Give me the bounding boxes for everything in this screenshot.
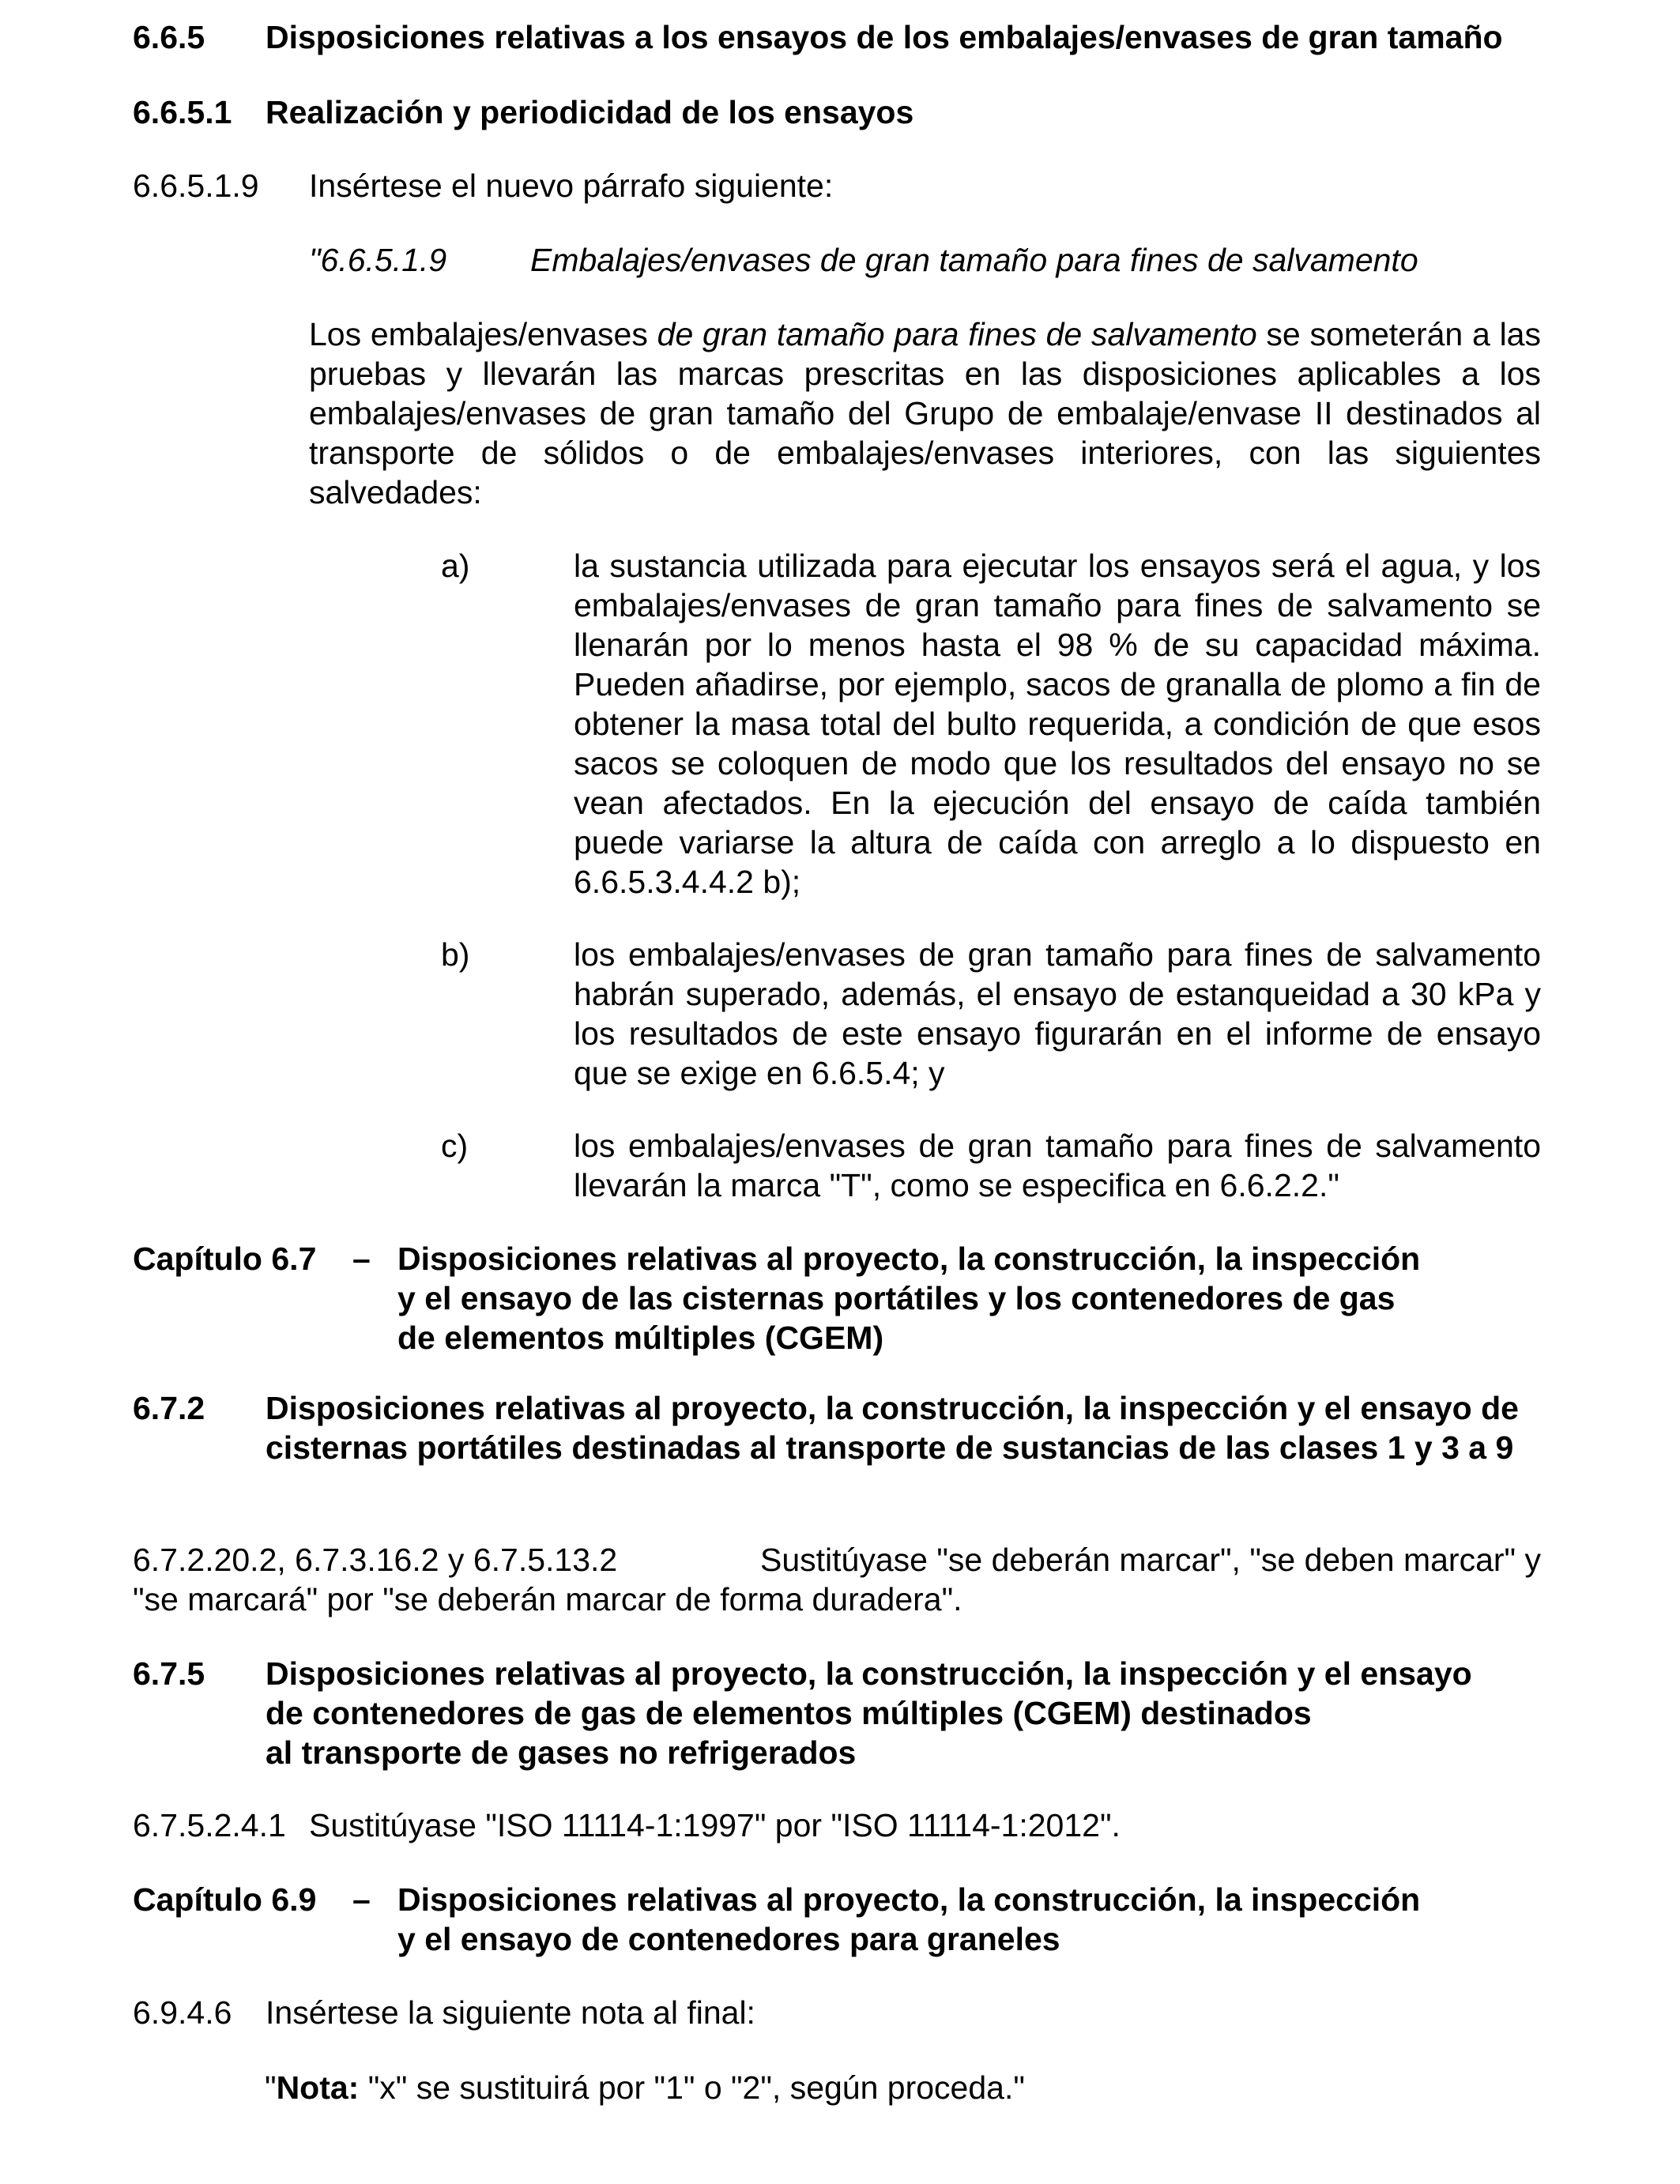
chapter-title-line: Disposiciones relativas al proyecto, la construcción, la inspección bbox=[397, 1241, 1421, 1277]
instruction-text: Insértese la siguiente nota al final: bbox=[266, 1994, 755, 2031]
note-content: "x" se sustituirá por "1" o "2", según proceda." bbox=[359, 2069, 1025, 2106]
heading-title-line: al transporte de gases no refrigerados bbox=[266, 1734, 857, 1771]
para-text-start: Los embalajes/envases bbox=[309, 316, 657, 352]
chapter-title-line: Disposiciones relativas al proyecto, la construcción, la inspección bbox=[397, 1881, 1421, 1918]
note-text bbox=[265, 2068, 1529, 2107]
quoted-paragraph bbox=[309, 314, 1541, 512]
paragraph-references: 6.7.2.20.2, 6.7.3.16.2 y 6.7.5.13.2 bbox=[133, 1542, 618, 1578]
list-item-text: los embalajes/envases de gran tamaño para fines de salvamento llevarán la marca "T", como se especifica en 6.6.2.2." bbox=[574, 1128, 1541, 1203]
heading-title bbox=[266, 1654, 1546, 1772]
chapter-title-line: de elementos múltiples (CGEM) bbox=[397, 1320, 884, 1356]
heading-number: 6.7.2 bbox=[133, 1390, 205, 1426]
heading-title: Realización y periodicidad de los ensayos bbox=[266, 94, 914, 130]
paragraph-number: 6.7.5.2.4.1 bbox=[133, 1807, 286, 1843]
quoted-number: "6.6.5.1.9 bbox=[309, 242, 447, 278]
para-text-italic: de gran tamaño para fines de salvamento bbox=[657, 316, 1257, 352]
heading-number: 6.6.5 bbox=[133, 19, 205, 55]
chapter-label: Capítulo 6.9 bbox=[133, 1881, 317, 1918]
list-item-label: a) bbox=[441, 548, 470, 584]
amendment-6-7-2-20-2 bbox=[133, 1540, 1541, 1619]
paragraph-number: 6.6.5.1.9 bbox=[133, 168, 259, 204]
instruction-text-continued: "se marcará" por "se deberán marcar de forma duradera". bbox=[133, 1581, 962, 1617]
chapter-title bbox=[397, 1880, 1504, 1959]
heading-number: 6.7.5 bbox=[133, 1655, 205, 1692]
paragraph-number: 6.9.4.6 bbox=[133, 1994, 232, 2031]
list-item-label: c) bbox=[441, 1128, 469, 1164]
heading-title: Disposiciones relativas a los ensayos de los embalajes/envases de gran tamaño bbox=[266, 19, 1503, 55]
chapter-dash: – bbox=[352, 1241, 371, 1277]
heading-number: 6.6.5.1 bbox=[133, 94, 232, 130]
chapter-label: Capítulo 6.7 bbox=[133, 1241, 317, 1277]
para-text-end: se someterán a las pruebas y llevarán las marcas prescritas en las disposiciones aplicables a los embalajes/envases de gran tamaño del Grupo de embalaje/envase II destinados al transporte de sólidos o de embalajes/envases interiores, con las siguientes salvedades: bbox=[309, 316, 1541, 510]
chapter-title-line: y el ensayo de contenedores para graneles bbox=[397, 1921, 1060, 1957]
instruction-text: Sustitúyase "ISO 11114-1:1997" por "ISO 11114-1:2012". bbox=[309, 1807, 1121, 1843]
chapter-title bbox=[397, 1239, 1504, 1357]
chapter-dash: – bbox=[352, 1881, 371, 1918]
heading-title: Disposiciones relativas al proyecto, la construcción, la inspección y el ensayo de cisternas portátiles destinadas al transporte de sustancias de las clases 1 y 3 a 9 bbox=[266, 1390, 1519, 1466]
instruction-text: Sustitúyase "se deberán marcar", "se deben marcar" y bbox=[759, 1542, 1541, 1578]
note-label: Nota: bbox=[276, 2069, 360, 2106]
list-item-text: la sustancia utilizada para ejecutar los ensayos será el agua, y los embalajes/envases de gran tamaño para fines de salvamento se llenarán por lo menos hasta el 98 % de su capacidad máxima. Pueden añadirse, por ejemplo, sacos de granalla de plomo a fin de obtener la masa total del bulto requerida, a condición de que esos sacos se coloquen de modo que los resultados del ensayo no se vean afectados. En la ejecución del ensayo de caída también puede variarse la altura de caída con arreglo a lo dispuesto en 6.6.5.3.4.4.2 b); bbox=[574, 548, 1541, 900]
heading-title-line: de contenedores de gas de elementos múltiples (CGEM) destinados bbox=[266, 1695, 1312, 1731]
note-open-quote: " bbox=[265, 2069, 277, 2106]
heading-title-line: Disposiciones relativas al proyecto, la construcción, la inspección y el ensayo bbox=[266, 1655, 1472, 1692]
list-item-label: b) bbox=[441, 936, 470, 973]
chapter-title-line: y el ensayo de las cisternas portátiles y los contenedores de gas bbox=[397, 1280, 1396, 1316]
instruction-text: Insértese el nuevo párrafo siguiente: bbox=[309, 168, 834, 204]
list-item-text: los embalajes/envases de gran tamaño para fines de salvamento habrán superado, además, el ensayo de estanqueidad a 30 kPa y los resultados de este ensayo figurarán en el informe de ensayo que se exige en 6.6.5.4; y bbox=[574, 936, 1541, 1091]
quoted-title: Embalajes/envases de gran tamaño para fines de salvamento bbox=[530, 242, 1418, 278]
